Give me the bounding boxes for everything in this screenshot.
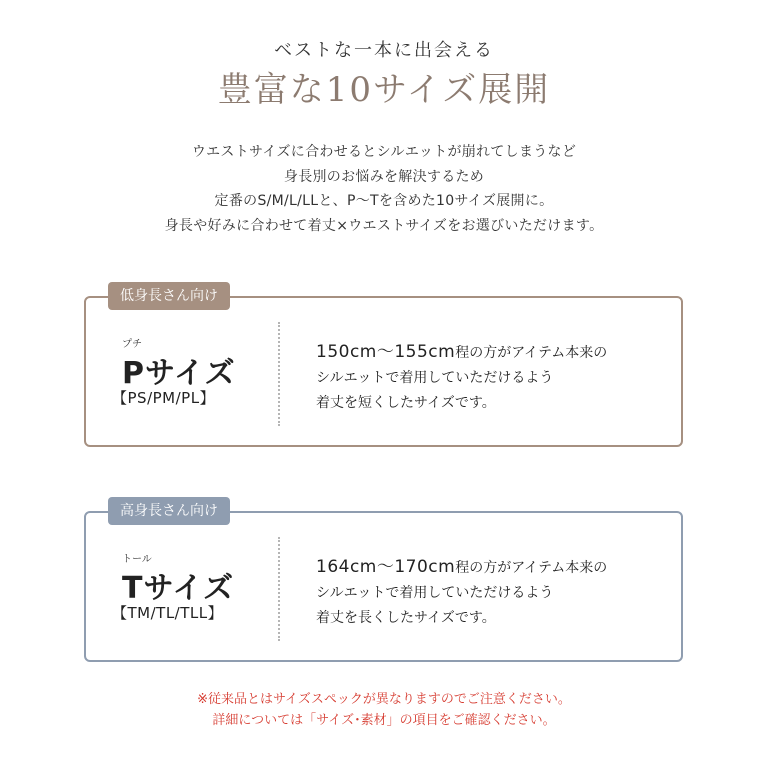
size-name-ruby: プチ [122, 339, 142, 350]
description-text: 程の方がアイテム本来の [455, 560, 608, 576]
size-description [316, 340, 607, 416]
size-card-tag: 高身長さん向け [108, 497, 230, 525]
description-text: シルエットで着用していただけるよう [316, 370, 554, 386]
caution-note [0, 689, 768, 731]
size-card-tall [84, 503, 683, 662]
height-range: 164cm〜170cm [316, 557, 456, 577]
intro-line: 定番のS/M/L/LLと、P〜Tを含めた10サイズ展開に。 [214, 193, 554, 209]
size-card-petite [84, 288, 683, 447]
height-range: 150cm〜155cm [316, 342, 456, 362]
caution-line: 詳細については「サイズ･素材」の項目をご確認ください。 [212, 713, 556, 728]
intro-line: 身長別のお悩みを解決するため [283, 168, 485, 185]
subtitle: ベストな一本に出会える [274, 40, 494, 61]
size-codes: 【TM/TL/TLL】 [112, 604, 224, 622]
intro-line: 身長や好みに合わせて着丈×ウエストサイズをお選びいただけます。 [164, 217, 604, 234]
intro-line: ウエストサイズに合わせるとシルエットが崩れてしまうなど [191, 144, 577, 160]
size-name: Tサイズ [122, 571, 235, 606]
intro-text [0, 140, 768, 238]
dotted-divider [278, 322, 280, 426]
description-text: シルエットで着用していただけるよう [316, 585, 554, 601]
size-codes: 【PS/PM/PL】 [112, 389, 216, 407]
caution-line: ※従来品とはサイズスペックが異なりますのでご注意ください。 [197, 692, 571, 707]
size-description [316, 555, 607, 631]
description-text: 着丈を長くしたサイズです。 [316, 610, 496, 626]
dotted-divider [278, 537, 280, 641]
page-title: 豊富な10サイズ展開 [217, 70, 551, 110]
size-name: Pサイズ [122, 356, 236, 391]
description-text: 程の方がアイテム本来の [455, 345, 608, 361]
size-card-tag: 低身長さん向け [108, 282, 230, 310]
description-text: 着丈を短くしたサイズです。 [316, 395, 496, 411]
size-name-ruby: トール [122, 554, 152, 565]
